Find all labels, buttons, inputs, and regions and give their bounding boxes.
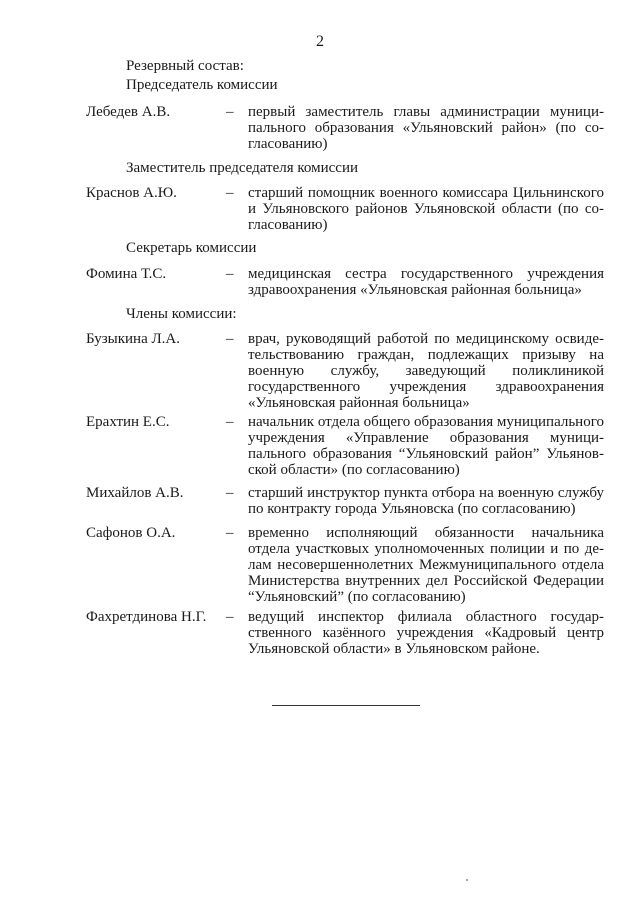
- member-position: старший инструктор пункта отбора на военную службу по контракту города Ульяновска (по согласованию): [248, 485, 604, 517]
- dash-separator: –: [226, 266, 234, 282]
- member-position: начальник отдела общего образования муниципального учреждения «Управление образования муниципального образования “Ульяновский район” Ульяновской области» (по согласованию): [248, 414, 604, 478]
- section-heading-deputy: Заместитель председателя комиссии: [126, 160, 359, 176]
- member-position: врач, руководящий работой по медицинскому освидетельствованию граждан, подлежащих призыву на военную службу, заведующий поликлиникой государственного учреждения здравоохранения «Ульяновская районная больница»: [248, 331, 604, 411]
- member-name: Михайлов А.В.: [86, 485, 184, 501]
- dash-separator: –: [226, 414, 234, 430]
- member-name: Бузыкина Л.А.: [86, 331, 180, 347]
- page-number: 2: [316, 33, 324, 50]
- reserve-title: Резервный состав:: [126, 58, 244, 74]
- dash-separator: –: [226, 525, 234, 541]
- dash-separator: –: [226, 104, 234, 120]
- member-position: ведущий инспектор филиала областного государственного казённого учреждения «Кадровый центр Ульяновской области» в Ульяновском районе.: [248, 609, 604, 657]
- closing-divider-line: [272, 705, 420, 706]
- member-name: Фахретдинова Н.Г.: [86, 609, 207, 625]
- dash-separator: –: [226, 609, 234, 625]
- member-position: временно исполняющий обязанности начальника отдела участковых уполномоченных полиции и по делам несовершеннолетних Межмуниципального отдела Министерства внутренних дел Российской Федерации “Ульяновский” (по согласованию): [248, 525, 604, 605]
- section-heading-secretary: Секретарь комиссии: [126, 240, 257, 256]
- dash-separator: –: [226, 185, 234, 201]
- dash-separator: –: [226, 485, 234, 501]
- member-position: старший помощник военного комиссара Цильнинского и Ульяновского районов Ульяновской области (по согласованию): [248, 185, 604, 233]
- member-name: Лебедев А.В.: [86, 104, 171, 120]
- member-name: Сафонов О.А.: [86, 525, 176, 541]
- section-heading-members: Члены комиссии:: [126, 306, 237, 322]
- section-heading-chairman: Председатель комиссии: [126, 77, 278, 93]
- scan-speck: [466, 879, 468, 881]
- member-name: Краснов А.Ю.: [86, 185, 177, 201]
- member-position: медицинская сестра государственного учреждения здравоохранения «Ульяновская районная больница»: [248, 266, 604, 298]
- member-name: Фомина Т.С.: [86, 266, 167, 282]
- member-name: Ерахтин Е.С.: [86, 414, 170, 430]
- member-position: первый заместитель главы администрации муниципального образования «Ульяновский район» (по согласованию): [248, 104, 604, 152]
- dash-separator: –: [226, 331, 234, 347]
